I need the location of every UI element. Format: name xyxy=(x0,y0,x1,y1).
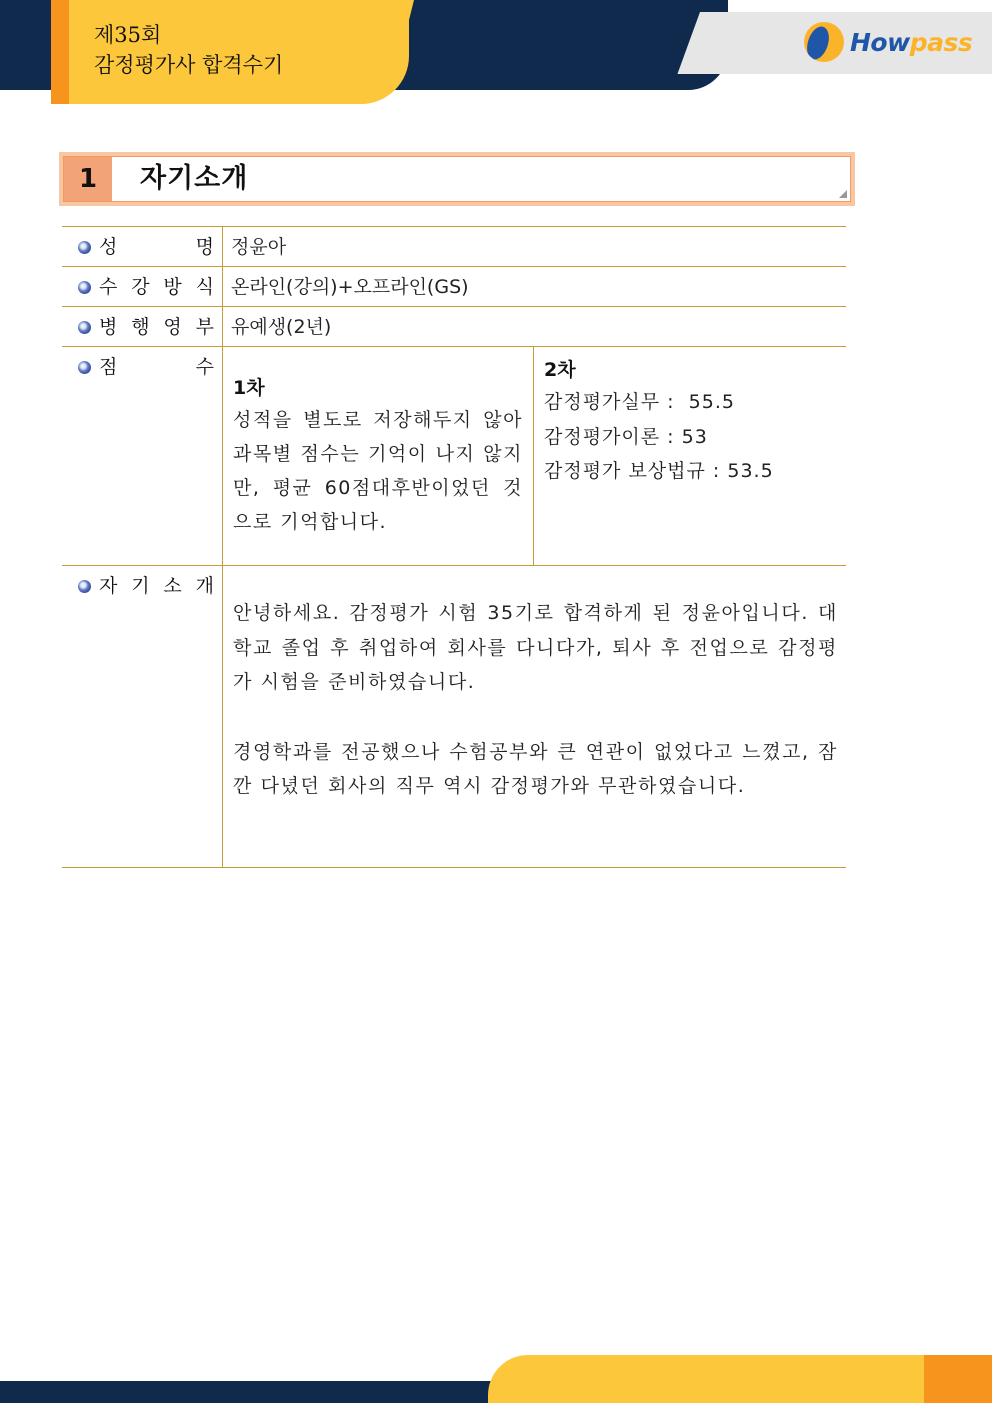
section-header xyxy=(59,152,855,206)
intro-text xyxy=(223,566,846,804)
intro-paragraph: 안녕하세요. 감정평가 시험 35기로 합격하게 된 정윤아입니다. 대학교 졸업 후 취업하여 회사를 다니다가, 퇴사 후 전업으로 감정평가 시험을 준비하였습니다. xyxy=(233,602,838,693)
first-exam-text: 성적을 별도로 저장해두지 않아 과목별 점수는 기억이 나지 않지만, 평균 60점대후반이었던 것으로 기억합니다. xyxy=(233,409,523,533)
label-score: 점 수 xyxy=(99,356,214,378)
bullet-icon xyxy=(78,361,91,374)
table-row-course xyxy=(62,267,846,307)
label-duty: 병 행 영 부 xyxy=(99,316,214,338)
first-exam-title: 1차 xyxy=(233,377,265,399)
footer-navy-band xyxy=(0,1381,520,1403)
footer-orange-block xyxy=(924,1355,992,1403)
corner-triangle-icon xyxy=(839,190,847,198)
value-course: 온라인(강의)+오프라인(GS) xyxy=(231,276,469,298)
label-course: 수 강 방 식 xyxy=(99,276,214,298)
table-row-intro xyxy=(62,566,846,868)
table-row-duty xyxy=(62,307,846,347)
value-cell xyxy=(223,307,847,347)
section-header-box xyxy=(63,156,851,202)
value-cell xyxy=(223,267,847,307)
table-row-name xyxy=(62,227,846,267)
section-number: 1 xyxy=(64,157,112,201)
label-name: 성 명 xyxy=(99,236,214,258)
footer-yellow-band xyxy=(488,1355,928,1403)
logo-how: How xyxy=(850,27,910,57)
header-orange-stripe xyxy=(51,0,69,104)
howpass-logo-text xyxy=(850,28,972,57)
intro-paragraph: 경영학과를 전공했으나 수험공부와 큰 연관이 없었다고 느꼈고, 잠깐 다녔던 회사의 직무 역시 감정평가와 무관하였습니다. xyxy=(233,740,838,797)
first-exam-cell xyxy=(223,347,534,565)
label-cell xyxy=(62,566,223,868)
howpass-logo xyxy=(804,22,972,62)
section-title: 자기소개 xyxy=(140,163,249,194)
value-name: 정윤아 xyxy=(231,236,287,258)
second-exam-line: 감정평가이론 : 53 xyxy=(544,425,708,448)
title-line-2: 감정평가사 합격수기 xyxy=(94,53,284,77)
bullet-icon xyxy=(78,580,91,593)
profile-table xyxy=(62,226,846,868)
second-exam-title: 2차 xyxy=(544,359,576,381)
table-row-score xyxy=(62,347,846,566)
document-title xyxy=(94,20,283,80)
score-grid xyxy=(223,347,846,565)
label-cell xyxy=(62,347,223,566)
label-cell xyxy=(62,307,223,347)
second-exam-line: 감정평가실무 : 55.5 xyxy=(544,391,735,413)
value-cell xyxy=(223,566,847,868)
label-cell xyxy=(62,267,223,307)
bullet-icon xyxy=(78,281,91,294)
bullet-icon xyxy=(78,321,91,334)
logo-pass: pass xyxy=(909,27,973,57)
value-cell xyxy=(223,347,847,566)
second-exam-cell xyxy=(534,347,846,565)
title-line-1: 제35회 xyxy=(94,23,162,47)
value-duty: 유예생(2년) xyxy=(231,316,332,338)
label-intro: 자 기 소 개 xyxy=(99,575,214,597)
second-exam-line: 감정평가 보상법규 : 53.5 xyxy=(544,460,774,482)
howpass-logo-icon xyxy=(804,22,844,62)
label-cell xyxy=(62,227,223,267)
bullet-icon xyxy=(78,241,91,254)
value-cell xyxy=(223,227,847,267)
